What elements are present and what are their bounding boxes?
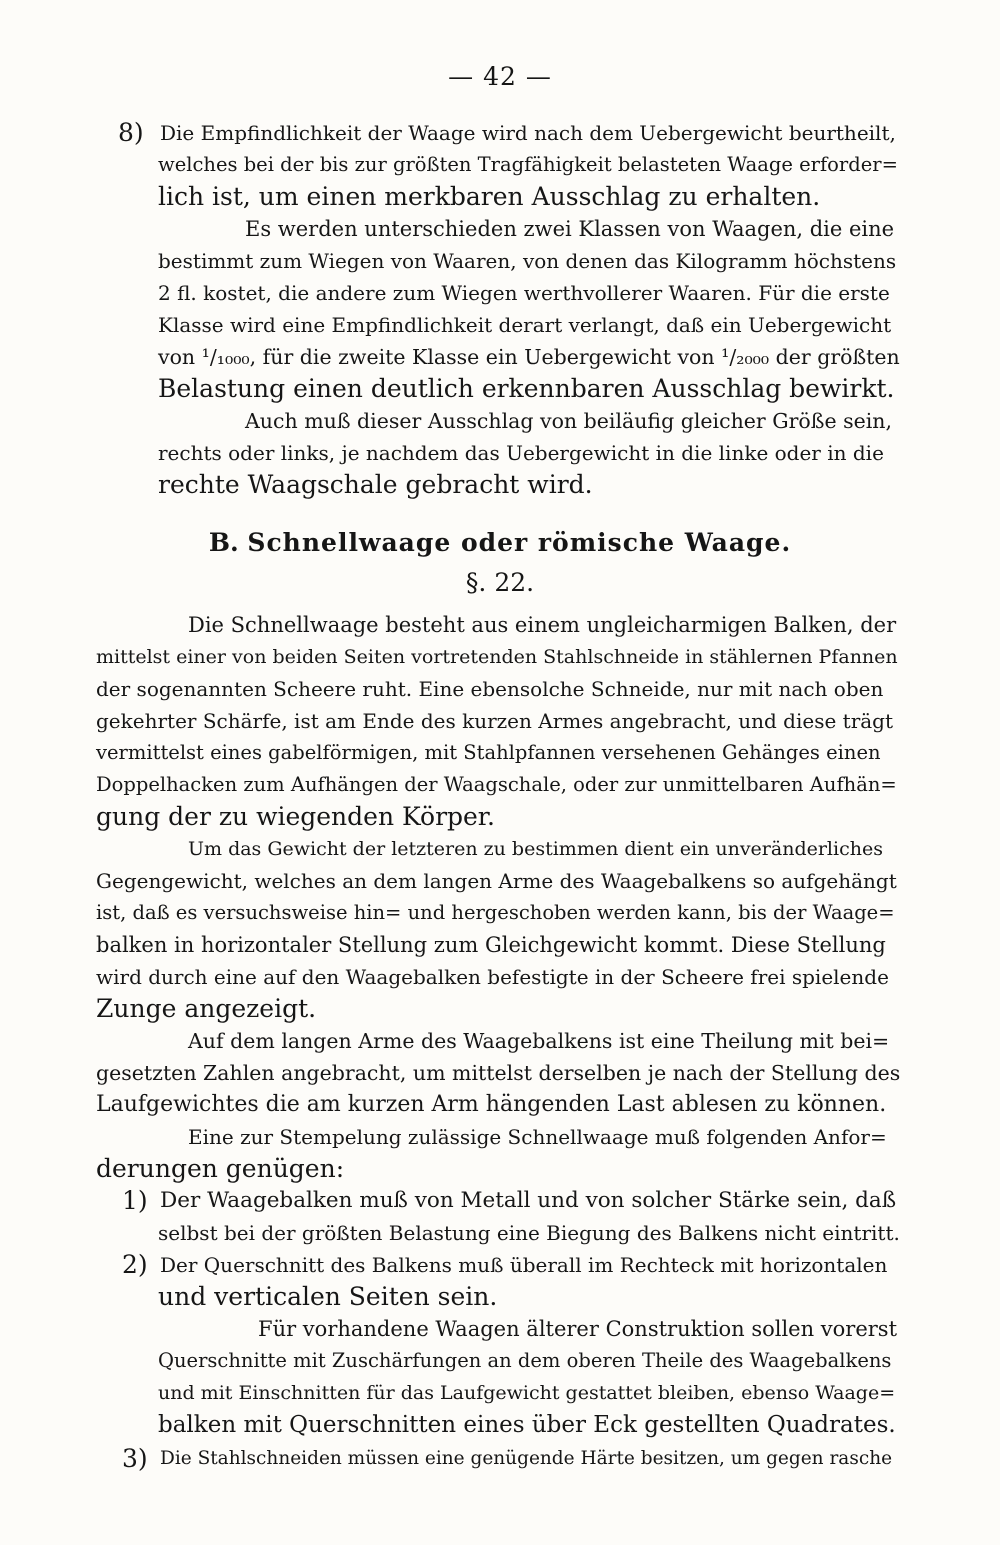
text-line: lich ist, um einen merkbaren Ausschlag zu erhalten. [158,182,821,211]
text-line: und mit Einschnitten für das Laufgewicht gestattet bleiben, ebenso Waage= [158,1382,896,1404]
text-line: Belastung einen deutlich erkennbaren Ausschlag bewirkt. [158,374,895,403]
text-line: Klasse wird eine Empfindlichkeit derart verlangt, daß ein Uebergewicht [158,313,892,337]
text-line: gekehrter Schärfe, ist am Ende des kurzen Armes angebracht, und diese trägt [96,709,894,733]
text-line: Doppelhacken zum Aufhängen der Waagschale, oder zur unmittelbaren Aufhän= [96,773,897,796]
item-marker: 2) [122,1250,148,1279]
text-line: rechte Waagschale gebracht wird. [158,470,593,499]
text-line: balken mit Querschnitten eines über Eck gestellten Quadrates. [158,1412,896,1438]
text-line: rechts oder links, je nachdem das Uebergewicht in die linke oder in die [158,441,884,465]
text-line: Der Querschnitt des Balkens muß überall im Rechteck mit horizontalen [160,1253,888,1277]
text-line: welches bei der bis zur größten Tragfähigkeit belasteten Waage erforder= [158,153,898,176]
text-line: selbst bei der größten Belastung eine Biegung des Balkens nicht eintritt. [158,1221,900,1245]
item-marker: 8) [118,118,144,147]
text-line: mittelst einer von beiden Seiten vortretenden Stahlschneide in stählernen Pfannen [96,646,898,668]
text-line: balken in horizontaler Stellung zum Gleichgewicht kommt. Diese Stellung [96,933,886,957]
text-line: derungen genügen: [96,1154,345,1183]
text-line: Zunge angezeigt. [96,994,317,1023]
heading-prefix: B. [208,528,239,557]
text-line: Die Empfindlichkeit der Waage wird nach dem Uebergewicht beurtheilt, [160,121,896,145]
item-marker: 1) [122,1186,148,1215]
text-line: von ¹/₁₀₀₀, für die zweite Klasse ein Uebergewicht von ¹/₂₀₀₀ der größten [158,345,900,369]
section-heading [0,528,1000,558]
text-line: Für vorhandene Waagen älterer Construktion sollen vorerst [258,1317,898,1341]
text-line: vermittelst eines gabelförmigen, mit Stahlpfannen versehenen Gehänges einen [96,741,881,764]
text-line: Um das Gewicht der letzteren zu bestimmen dient ein unveränderliches [188,838,883,860]
section-number: §. 22. [465,568,535,597]
text-line: 2 fl. kostet, die andere zum Wiegen werthvollerer Waaren. Für die erste [158,281,890,305]
text-line: und verticalen Seiten sein. [158,1282,498,1311]
text-line: Es werden unterschieden zwei Klassen von Waagen, die eine [245,217,895,241]
text-line: Der Waagebalken muß von Metall und von solcher Stärke sein, daß [160,1188,897,1213]
text-line: Laufgewichtes die am kurzen Arm hängenden Last ablesen zu können. [96,1092,887,1117]
text-line: gung der zu wiegenden Körper. [96,802,495,831]
text-line: Die Stahlschneiden müssen eine genügende Härte besitzen, um gegen rasche [160,1448,893,1469]
text-line: Auch muß dieser Ausschlag von beiläufig gleicher Größe sein, [245,409,893,433]
text-line: Die Schnellwaage besteht aus einem ungleicharmigen Balken, der [188,613,897,637]
page-number: — 42 — [448,62,552,91]
item-marker: 3) [122,1444,148,1473]
text-line: der sogenannten Scheere ruht. Eine ebensolche Schneide, nur mit nach oben [96,677,884,701]
text-line: wird durch eine auf den Waagebalken befestigte in der Scheere frei spielende [96,965,889,989]
text-line: Gegengewicht, welches an dem langen Arme des Waagebalkens so aufgehängt [96,869,897,893]
text-line: Auf dem langen Arme des Waagebalkens ist eine Theilung mit bei= [188,1029,890,1053]
text-line: ist, daß es versuchsweise hin= und hergeschoben werden kann, bis der Waage= [96,901,895,924]
heading-title: Schnellwaage oder römische Waage. [247,528,792,557]
text-line: bestimmt zum Wiegen von Waaren, von denen das Kilogramm höchstens [158,249,897,273]
text-line: Eine zur Stempelung zulässige Schnellwaage muß folgenden Anfor= [188,1125,887,1149]
text-line: Querschnitte mit Zuschärfungen an dem oberen Theile des Waagebalkens [158,1349,892,1372]
text-line: gesetzten Zahlen angebracht, um mittelst derselben je nach der Stellung des [96,1061,901,1085]
